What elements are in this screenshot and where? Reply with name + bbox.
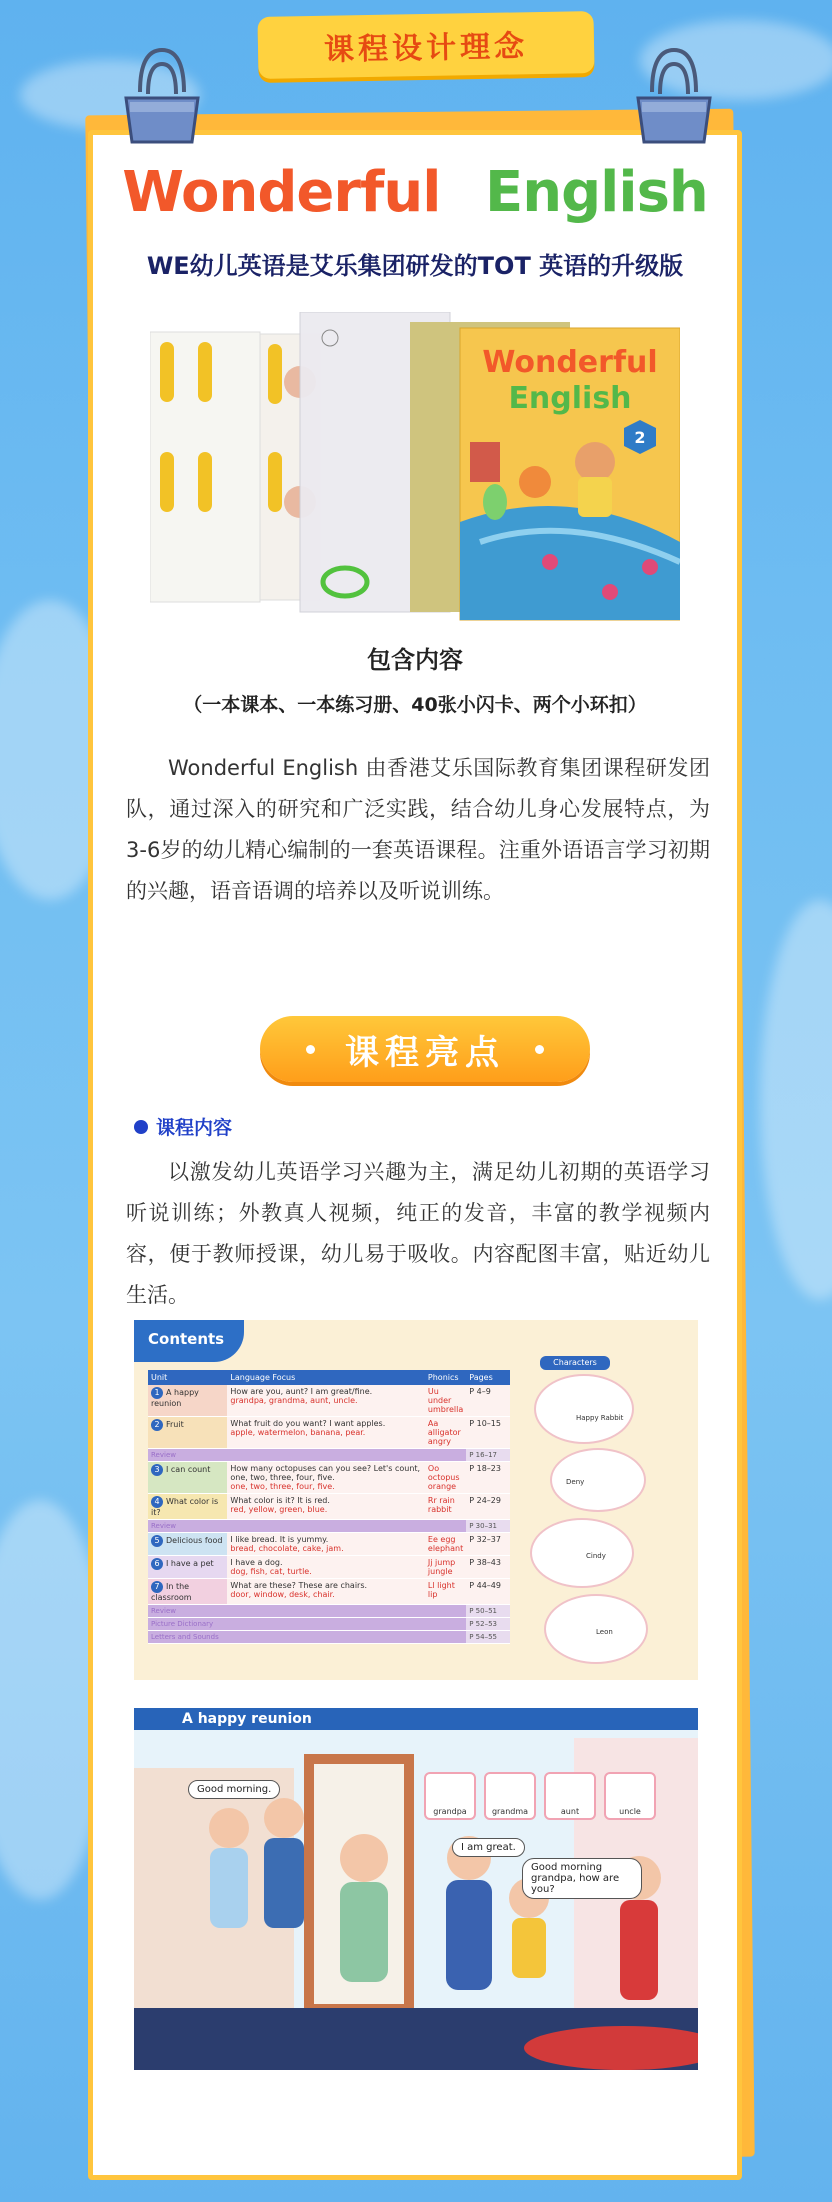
bullet-heading (134, 1113, 232, 1140)
logo-word-2: English (484, 160, 708, 225)
character-name: Happy Rabbit (576, 1414, 624, 1422)
row-focus: I like bread. It is yummy. (230, 1535, 329, 1544)
contains-title: 包含内容 (367, 646, 463, 674)
svg-text:English: English (508, 381, 632, 416)
table-row-review (148, 1605, 510, 1618)
row-pages: P 18–23 (466, 1462, 510, 1494)
logo-word-1: Wonderful (122, 160, 441, 225)
row-vocab: red, yellow, green, blue. (230, 1505, 328, 1514)
svg-text:Wonderful: Wonderful (482, 345, 658, 380)
row-focus-cell (227, 1556, 425, 1579)
row-unit: Fruit (166, 1420, 184, 1429)
row-focus: What are these? These are chairs. (230, 1581, 368, 1590)
row-pages: P 50–51 (466, 1605, 510, 1618)
vocab-word: grandpa (433, 1807, 467, 1816)
row-focus-cell (227, 1533, 425, 1556)
table-row (148, 1556, 510, 1579)
row-focus: What fruit do you want? I want apples. (230, 1419, 386, 1428)
table-row-review (148, 1631, 510, 1644)
row-unit-cell (148, 1533, 227, 1556)
row-focus-cell (227, 1579, 425, 1605)
binder-clip-icon (632, 42, 716, 152)
row-unit-cell (148, 1494, 227, 1520)
unit-number: 5 (151, 1535, 163, 1547)
row-vocab: door, window, desk, chair. (230, 1590, 335, 1599)
intro-subtitle: WE幼儿英语是艾乐集团研发的TOT 英语的升级版 (146, 252, 684, 280)
character-name: Deny (566, 1478, 585, 1486)
contains-detail: （一本课本、一本练习册、40张小闪卡、两个小环扣） (183, 694, 647, 716)
character-oval (534, 1374, 634, 1444)
unit-number: 7 (151, 1581, 163, 1593)
table-row (148, 1579, 510, 1605)
character-name: Leon (596, 1628, 613, 1636)
intro-description: Wonderful English 由香港艾乐国际教育集团课程研发团队，通过深入的研究和广泛实践，结合幼儿身心发展特点，为3-6岁的幼儿精心编制的一套英语课程。注重外语语言学习初期的兴趣，语音语调的培养以及听说训练。 (126, 756, 710, 903)
table-row (148, 1462, 510, 1494)
row-focus-cell (227, 1385, 425, 1417)
unit-number: 6 (151, 1558, 163, 1570)
table-row-review (148, 1618, 510, 1631)
row-focus-cell (227, 1462, 425, 1494)
row-phonics: Uu under umbrella (425, 1385, 466, 1417)
character-oval (550, 1448, 646, 1512)
row-unit: Review (148, 1520, 466, 1533)
vocab-word: aunt (560, 1807, 580, 1816)
row-vocab: one, two, three, four, five. (230, 1482, 335, 1491)
row-pages: P 32–37 (466, 1533, 510, 1556)
row-vocab: dog, fish, cat, turtle. (230, 1567, 312, 1576)
row-unit: What color is it? (151, 1497, 219, 1517)
column-header: Phonics (425, 1370, 466, 1385)
highlights-title: 课程亮点 (345, 1032, 505, 1073)
row-focus-cell (227, 1417, 425, 1449)
speech-bubble: Good morning grandpa, how are you? (522, 1858, 642, 1899)
character-oval (530, 1518, 634, 1588)
column-header: Unit (148, 1370, 227, 1385)
vocab-word: uncle (619, 1807, 641, 1816)
row-pages: P 54–55 (466, 1631, 510, 1644)
pill-dot (535, 1045, 544, 1054)
row-unit: Picture Dictionary (148, 1618, 466, 1631)
row-focus: I have a dog. (230, 1558, 283, 1567)
characters-panel (526, 1356, 686, 1668)
row-unit: Delicious food (166, 1536, 223, 1545)
column-header: Language Focus (227, 1370, 425, 1385)
row-vocab: apple, watermelon, banana, pear. (230, 1428, 366, 1437)
cloud (760, 900, 832, 1300)
row-focus: What color is it? It is red. (230, 1496, 330, 1505)
row-phonics: Rr rain rabbit (425, 1494, 466, 1520)
column-header: Pages (466, 1370, 510, 1385)
row-pages: P 30–31 (466, 1520, 510, 1533)
row-unit-cell (148, 1579, 227, 1605)
row-focus: How are you, aunt? I am great/fine. (230, 1387, 373, 1396)
bullet-label: 课程内容 (156, 1117, 233, 1139)
row-pages: P 44–49 (466, 1579, 510, 1605)
unit-number: 3 (151, 1464, 163, 1476)
table-row (148, 1417, 510, 1449)
row-unit: In the classroom (151, 1582, 192, 1602)
characters-label: Characters (540, 1356, 610, 1370)
contents-heading: Contents (134, 1320, 244, 1362)
pill-dot (306, 1045, 315, 1054)
banner-title: 课程设计理念 (323, 29, 529, 68)
table-row (148, 1385, 510, 1417)
row-focus: How many octopuses can you see? Let's count, one, two, three, four, five. (230, 1464, 421, 1482)
table-row-review (148, 1449, 510, 1462)
book-level: 2 (634, 428, 646, 447)
table-row (148, 1533, 510, 1556)
vocab-card (544, 1772, 596, 1820)
vocab-card (424, 1772, 476, 1820)
bullet-dot-icon (134, 1120, 148, 1134)
row-unit: A happy reunion (151, 1388, 199, 1408)
contents-table-body (148, 1385, 510, 1644)
contents-table (148, 1370, 510, 1644)
character-name: Cindy (586, 1552, 606, 1560)
brand-logo (88, 160, 742, 225)
row-pages: P 16–17 (466, 1449, 510, 1462)
unit-number: 4 (151, 1496, 163, 1508)
highlights-pill (260, 1016, 590, 1082)
row-unit: Letters and Sounds (148, 1631, 466, 1644)
section-banner (257, 11, 594, 79)
contents-page-image (134, 1320, 698, 1680)
row-phonics: Ll light lip (425, 1579, 466, 1605)
story-title: A happy reunion (182, 1711, 312, 1727)
highlights-description: 以激发幼儿英语学习兴趣为主，满足幼儿初期的英语学习听说训练；外教真人视频，纯正的发音，丰富的教学视频内容，便于教师授课，幼儿易于吸收。内容配图丰富，贴近幼儿生活。 (126, 1160, 710, 1307)
product-photo (150, 312, 680, 622)
row-unit: I can count (166, 1465, 211, 1474)
row-pages: P 10–15 (466, 1417, 510, 1449)
row-pages: P 4–9 (466, 1385, 510, 1417)
row-unit: I have a pet (166, 1559, 214, 1568)
unit-number: 2 (151, 1419, 163, 1431)
unit-number: 1 (151, 1387, 163, 1399)
row-pages: P 24–29 (466, 1494, 510, 1520)
row-phonics: Oo octopus orange (425, 1462, 466, 1494)
row-phonics: Aa alligator angry (425, 1417, 466, 1449)
vocab-word: grandma (491, 1807, 529, 1816)
row-phonics: Ee egg elephant (425, 1533, 466, 1556)
speech-bubble: Good morning. (188, 1780, 280, 1799)
vocab-card (604, 1772, 656, 1820)
row-unit-cell (148, 1417, 227, 1449)
story-page-image (134, 1708, 698, 2070)
row-phonics: Jj jump jungle (425, 1556, 466, 1579)
vocab-card (484, 1772, 536, 1820)
table-row (148, 1494, 510, 1520)
row-pages: P 38–43 (466, 1556, 510, 1579)
row-pages: P 52–53 (466, 1618, 510, 1631)
row-unit-cell (148, 1556, 227, 1579)
row-unit-cell (148, 1462, 227, 1494)
row-unit: Review (148, 1605, 466, 1618)
row-vocab: bread, chocolate, cake, jam. (230, 1544, 344, 1553)
table-row-review (148, 1520, 510, 1533)
binder-clip-icon (120, 42, 204, 152)
row-unit-cell (148, 1385, 227, 1417)
row-focus-cell (227, 1494, 425, 1520)
row-vocab: grandpa, grandma, aunt, uncle. (230, 1396, 358, 1405)
row-unit: Review (148, 1449, 466, 1462)
speech-bubble: I am great. (452, 1838, 525, 1857)
